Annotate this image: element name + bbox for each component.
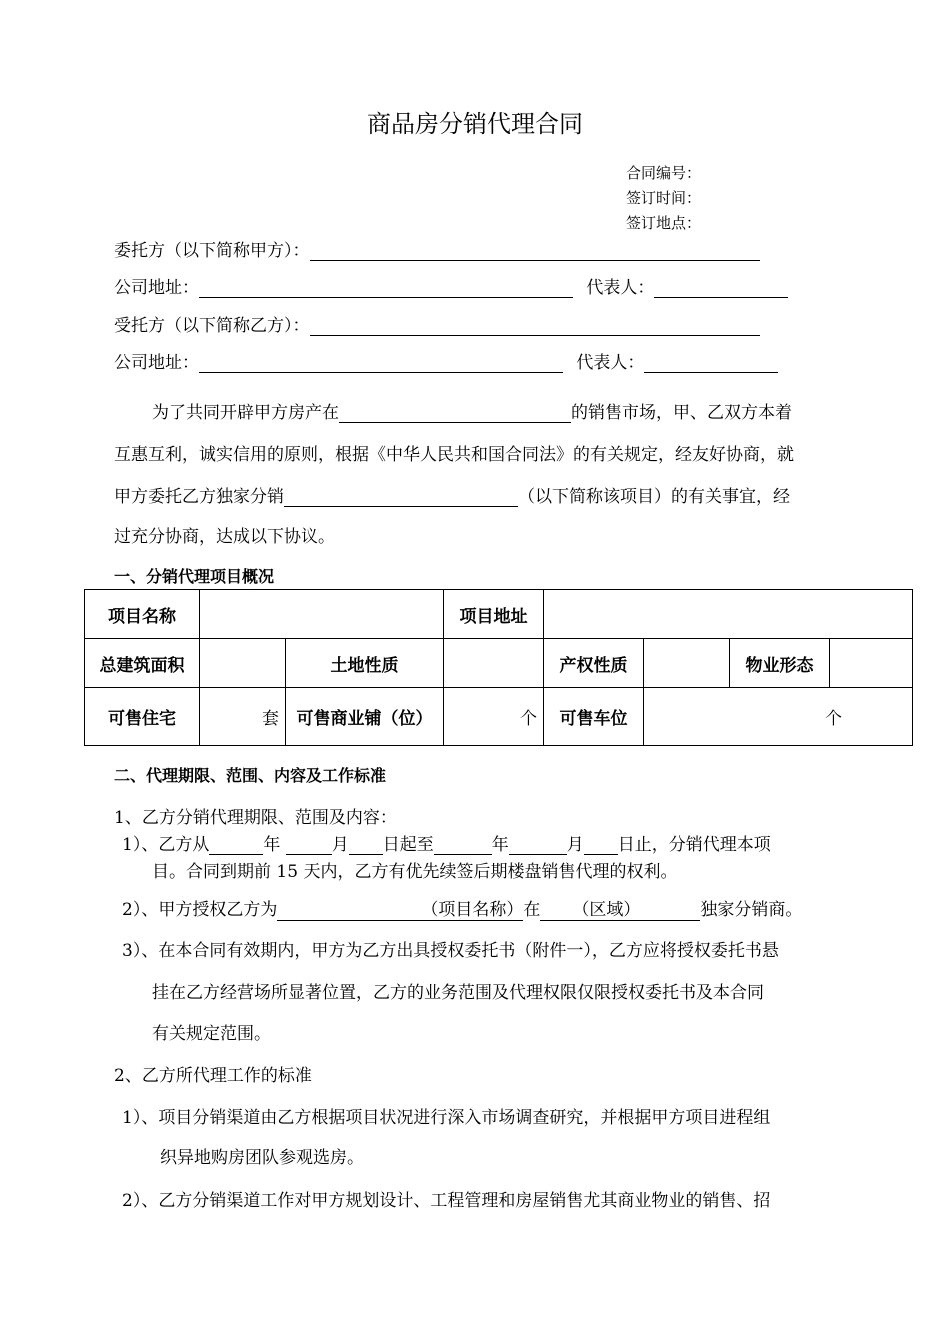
clause-1-item-2 [122, 895, 802, 921]
address-a-label: 公司地址： [114, 278, 199, 298]
parking-label: 可售车位 [544, 688, 644, 746]
project-address-label: 项目地址 [444, 590, 544, 639]
start-year-blank[interactable] [209, 836, 263, 855]
property-type-value[interactable] [830, 639, 913, 688]
start-day-blank[interactable] [349, 836, 383, 855]
total-area-value[interactable] [200, 639, 286, 688]
project-name-label: 项目名称 [85, 590, 200, 639]
intro-line-3 [114, 482, 790, 507]
project-name-value[interactable] [200, 590, 444, 639]
clause-text: （项目名称） [421, 900, 524, 920]
clause-text: 年 [491, 835, 509, 855]
property-right-label: 产权性质 [544, 639, 644, 688]
clause-text: 月 [566, 835, 584, 855]
table-row [85, 688, 913, 746]
section-2-heading: 二、代理期限、范围、内容及工作标准 [114, 766, 387, 785]
rep-b-label: 代表人： [576, 353, 645, 373]
project-name-blank[interactable] [277, 895, 523, 921]
clause-2-item-1-line-1: 1）、项目分销渠道由乙方根据项目状况进行深入市场调查研究，并根据甲方项目进程组 [122, 1108, 771, 1128]
party-a-line [114, 236, 760, 261]
project-address-value[interactable] [544, 590, 913, 639]
intro-line-2: 互惠互利，诚实信用的原则，根据《中华人民共和国合同法》的有关规定，经友好协商，就 [114, 445, 794, 465]
rep-a-label: 代表人： [586, 278, 655, 298]
section-1-heading: 一、分销代理项目概况 [114, 567, 275, 586]
intro-text: （以下简称该项目）的有关事宜，经 [518, 487, 790, 507]
shop-label: 可售商业铺（位） [286, 688, 444, 746]
clause-1-item-1 [122, 830, 771, 855]
clause-text: （区域） [572, 900, 641, 920]
intro-line-4: 过充分协商，达成以下协议。 [114, 527, 335, 547]
contract-number-label: 合同编号： [626, 164, 702, 182]
address-b-blank[interactable] [199, 354, 563, 373]
address-b-label: 公司地址： [114, 353, 199, 373]
intro-text: 甲方委托乙方独家分销 [114, 487, 284, 507]
intro-project-blank[interactable] [284, 488, 518, 507]
clause-text: 在 [523, 900, 541, 920]
clause-1-item-1-cont: 目。合同到期前 15 天内，乙方有优先续签后期楼盘销售代理的权利。 [152, 862, 678, 882]
end-month-blank[interactable] [509, 836, 567, 855]
clause-1-title: 1、乙方分销代理期限、范围及内容： [114, 808, 397, 828]
clause-text: 2）、甲方授权乙方为 [122, 900, 278, 920]
table-row [85, 639, 913, 688]
property-right-value[interactable] [644, 639, 730, 688]
clause-1-item-3-line-1: 3）、在本合同有效期内，甲方为乙方出具授权委托书（附件一），乙方应将授权委托书悬 [122, 941, 779, 961]
intro-text: 的销售市场，甲、乙双方本着 [571, 403, 792, 423]
party-b-line [114, 311, 760, 336]
land-nature-value[interactable] [444, 639, 544, 688]
clause-2-item-1-line-2: 织异地购房团队参观选房。 [160, 1148, 364, 1168]
residential-label: 可售住宅 [85, 688, 200, 746]
clause-text: 日止，分销代理本项 [617, 835, 771, 855]
project-overview-table [84, 589, 913, 746]
rep-b-blank[interactable] [644, 354, 778, 373]
start-month-blank[interactable] [286, 836, 332, 855]
end-day-blank[interactable] [584, 836, 618, 855]
party-a-label: 委托方（以下简称甲方）： [114, 241, 310, 261]
region-blank[interactable] [540, 895, 700, 921]
total-area-label: 总建筑面积 [85, 639, 200, 688]
party-b-label: 受托方（以下简称乙方）： [114, 316, 310, 336]
shop-unit[interactable]: 个 [444, 688, 544, 746]
address-a-line [114, 273, 788, 298]
address-b-line [114, 348, 778, 373]
land-nature-label: 土地性质 [286, 639, 444, 688]
clause-1-item-3-line-2: 挂在乙方经营场所显著位置，乙方的业务范围及代理权限仅限授权委托书及本合同 [152, 983, 764, 1003]
clause-text: 独家分销商。 [700, 900, 803, 920]
intro-text: 为了共同开辟甲方房产在 [152, 403, 339, 423]
party-b-blank[interactable] [310, 317, 760, 336]
clause-text: 月 [331, 835, 349, 855]
rep-a-blank[interactable] [654, 279, 788, 298]
party-a-blank[interactable] [310, 242, 760, 261]
intro-line-1 [152, 398, 792, 423]
document-title: 商品房分销代理合同 [367, 110, 583, 138]
address-a-blank[interactable] [199, 279, 573, 298]
end-year-blank[interactable] [434, 836, 492, 855]
parking-unit[interactable]: 个 [644, 688, 913, 746]
property-type-label: 物业形态 [730, 639, 830, 688]
clause-text: 1）、乙方从 [122, 835, 210, 855]
clause-2-item-2-line-1: 2）、乙方分销渠道工作对甲方规划设计、工程管理和房屋销售尤其商业物业的销售、招 [122, 1191, 771, 1211]
intro-market-blank[interactable] [339, 404, 571, 423]
sign-place-label: 签订地点： [626, 214, 702, 232]
sign-time-label: 签订时间： [626, 189, 702, 207]
residential-unit[interactable]: 套 [200, 688, 286, 746]
clause-1-item-3-line-3: 有关规定范围。 [152, 1024, 271, 1044]
clause-text: 日起至 [382, 835, 434, 855]
clause-2-title: 2、乙方所代理工作的标准 [114, 1066, 312, 1086]
clause-text: 年 [263, 835, 281, 855]
table-row [85, 590, 913, 639]
